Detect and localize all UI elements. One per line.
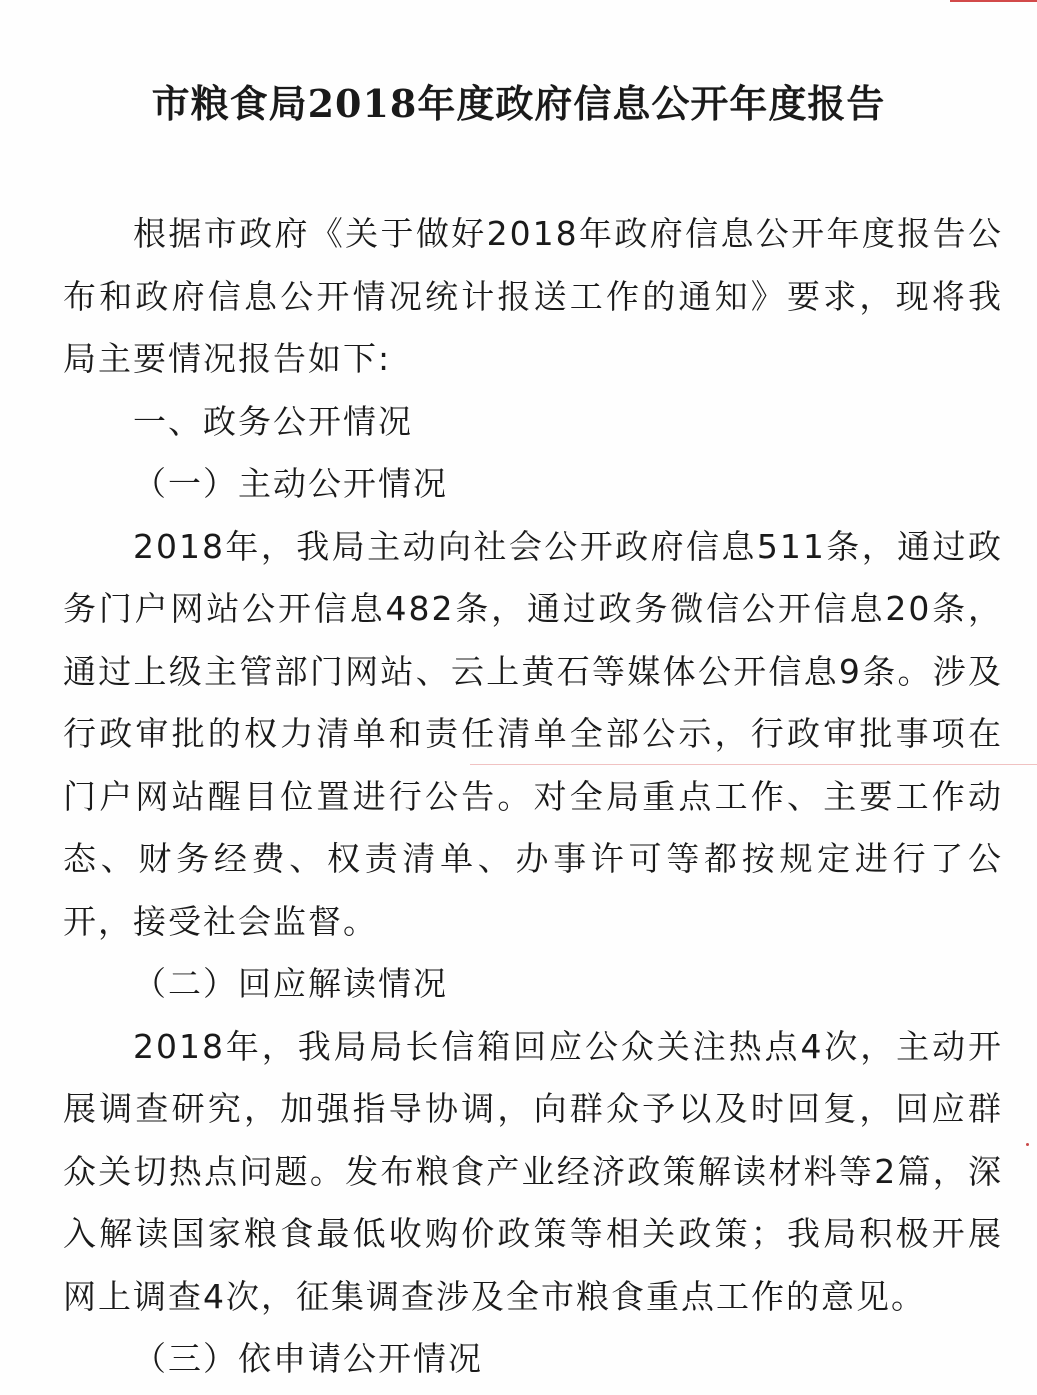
subsection-heading-3: （三）依申请公开情况 xyxy=(133,1339,483,1378)
subsection-heading-2: （二）回应解读情况 xyxy=(133,964,448,1003)
response-interpretation-paragraph: 2018年，我局局长信箱回应公众关注热点4次，主动开展调查研究，加强指导协调，向群众予以及时回复，回应群众关切热点问题。发布粮食产业经济政策解读材料等2篇，深入解读国家粮食最低收购价政策等相关政策；我局积极开展网上调查4次，征集调查涉及全市粮食重点工作的意见。 xyxy=(63,1026,1003,1316)
document-body xyxy=(63,203,1003,1391)
document-title: 市粮食局2018年度政府信息公开年度报告 xyxy=(151,81,886,126)
red-corner-mark xyxy=(950,0,1037,2)
proactive-disclosure-paragraph: 2018年，我局主动向社会公开政府信息511条，通过政务门户网站公开信息482条，通过政务微信公开信息20条，通过上级主管部门网站、云上黄石等媒体公开信息9条。涉及行政审批的权力清单和责任清单全部公示，行政审批事项在门户网站醒目位置进行公告。对全局重点工作、主要工作动态、财务经费、权责清单、办事许可等都按规定进行了公开，接受社会监督。 xyxy=(63,526,1003,941)
intro-paragraph: 根据市政府《关于做好2018年政府信息公开年度报告公布和政府信息公开情况统计报送工作的通知》要求，现将我局主要情况报告如下: xyxy=(63,214,1003,378)
section-heading-1: 一、政务公开情况 xyxy=(133,401,413,441)
red-speck xyxy=(1026,1143,1029,1146)
faint-red-line xyxy=(470,764,1037,765)
subsection-heading-1: （一）主动公开情况 xyxy=(133,464,448,503)
